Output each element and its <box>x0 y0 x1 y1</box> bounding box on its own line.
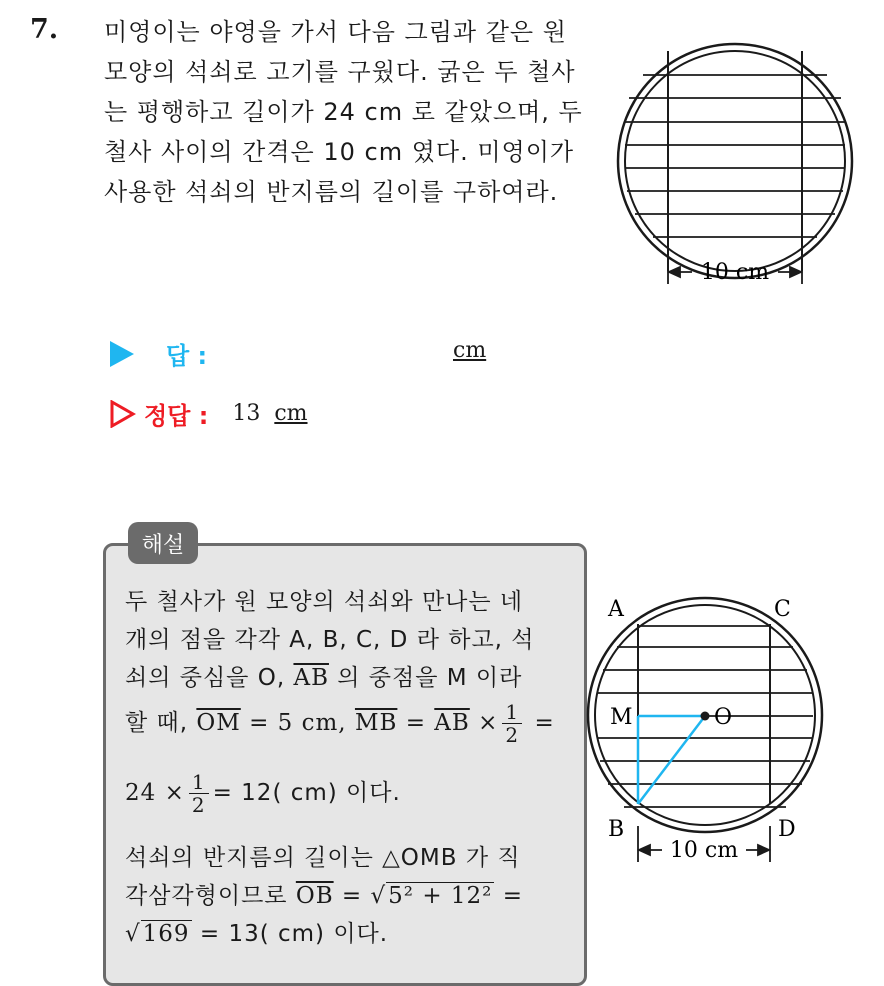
explanation-line <box>125 659 522 692</box>
correct-answer-unit: cm <box>274 401 308 426</box>
text-segment: = <box>526 710 555 736</box>
explanation-tag: 해설 <box>128 522 198 564</box>
explanation-line <box>125 915 388 948</box>
grill-wires <box>625 75 845 237</box>
question-line: 사용한 석쇠의 반지름의 길이를 구하여라. <box>104 178 559 206</box>
play-triangle-icon <box>110 341 134 367</box>
question-line: 는 평행하고 길이가 24 cm 로 같았으며, 두 <box>104 98 583 126</box>
text-segment: × <box>469 710 499 736</box>
segment-mb: $\overline{MB}$ <box>354 710 398 736</box>
question-line: 모양의 석쇠로 고기를 구웠다. 굵은 두 철사 <box>104 58 576 86</box>
text-segment: = <box>397 710 435 736</box>
sqrt-expression: √169 <box>125 921 190 947</box>
text-segment: = 13( cm) 이다. <box>191 921 389 947</box>
question-line: 미영이는 야영을 가서 다음 그림과 같은 원 <box>104 18 567 46</box>
question-text <box>104 12 594 212</box>
segment-ob-line <box>638 716 705 804</box>
explanation-line <box>125 771 401 816</box>
segment-om: $\overline{OM}$ <box>196 710 241 736</box>
grill-outer-circle <box>618 44 852 278</box>
label-m: M <box>610 705 633 730</box>
text-segment: = 12( cm) 이다. <box>212 780 401 806</box>
label-b: B <box>608 817 625 842</box>
answer-row <box>110 336 207 371</box>
correct-answer-label: 정답 : <box>144 402 209 430</box>
grill-inner-circle <box>625 51 845 271</box>
sqrt-expression: √5² + 12² <box>370 883 493 909</box>
explanation-line <box>125 877 523 910</box>
explanation-line: 석쇠의 반지름의 길이는 △OMB 가 직 <box>125 845 521 871</box>
explanation-figure <box>586 590 846 875</box>
text-segment: = <box>333 883 371 909</box>
explanation-line <box>125 701 555 746</box>
label-c: C <box>774 597 791 622</box>
fraction-denominator: 2 <box>191 793 206 817</box>
answer-blank-unit[interactable]: cm <box>453 338 487 363</box>
center-point-o <box>701 712 710 721</box>
fraction <box>502 701 522 746</box>
explanation-line: 두 철사가 원 모양의 석쇠와 만나는 네 <box>125 589 524 615</box>
question-number: 7. <box>30 14 59 45</box>
text-segment: 각삼각형이므로 <box>125 883 296 909</box>
label-o: O <box>714 705 733 730</box>
grill-figure <box>610 38 860 288</box>
radicand: 169 <box>142 921 190 947</box>
segment-ob: $\overline{OB}$ <box>295 883 334 909</box>
fraction-numerator: 1 <box>189 771 209 794</box>
question-line: 철사 사이의 간격은 10 cm 였다. 미영이가 <box>104 138 575 166</box>
text-segment: 24 × <box>125 780 185 806</box>
text-segment: 할 때, <box>125 710 197 736</box>
outline-triangle-icon <box>110 400 136 428</box>
fraction-numerator: 1 <box>502 701 522 724</box>
text-segment: 쇠의 중심을 O, <box>125 665 294 691</box>
fraction <box>189 771 209 816</box>
exp-dimension-label: 10 cm <box>669 838 739 863</box>
segment-ab: $\overline{AB}$ <box>293 665 329 691</box>
dimension-label: 10 cm <box>700 260 770 285</box>
correct-answer-row <box>110 396 308 431</box>
fraction-denominator: 2 <box>505 723 520 747</box>
text-segment: = <box>494 883 523 909</box>
text-segment: 의 중점을 M 이라 <box>328 665 523 691</box>
answer-label: 답 : <box>166 342 208 370</box>
explanation-line: 개의 점을 각각 A, B, C, D 라 하고, 석 <box>125 627 535 653</box>
radicand: 5² + 12² <box>388 883 493 909</box>
text-segment: = 5 cm, <box>240 710 355 736</box>
label-d: D <box>778 817 796 842</box>
segment-ab: $\overline{AB}$ <box>434 710 470 736</box>
label-a: A <box>608 597 624 622</box>
correct-answer-value: 13 <box>232 401 261 426</box>
